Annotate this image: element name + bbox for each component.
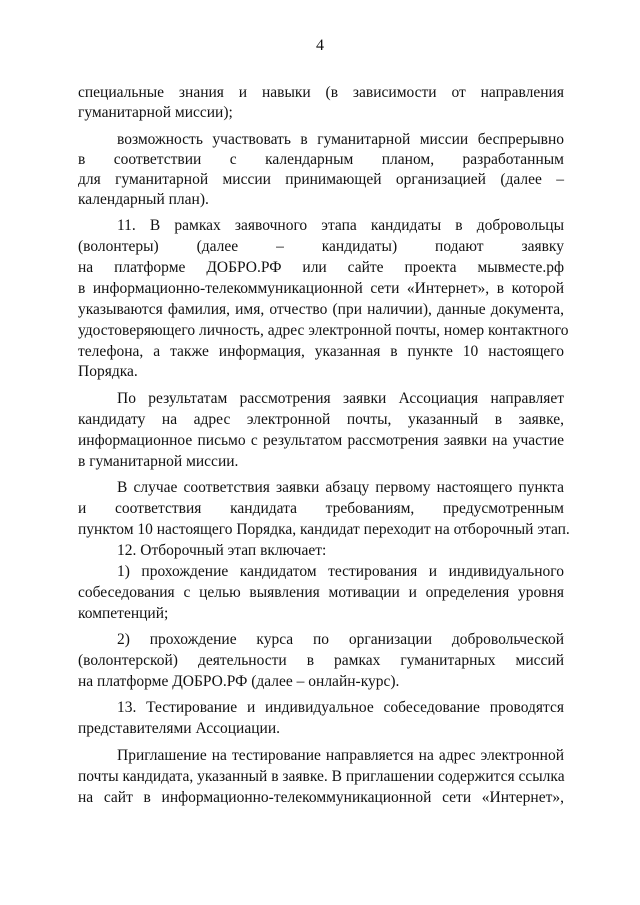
text-line: специальные знания и навыки (в зависимости от направления [78,84,564,101]
text-line: удостоверяющего личность, адрес электронной почты, номер контактного [78,322,569,339]
text-line: информационное письмо с результатом рассмотрения заявки на участие [78,432,564,449]
text-line: пунктом 10 настоящего Порядка, кандидат переходит на отборочный этап. [78,521,570,538]
text-line: на платформе ДОБРО.РФ или сайте проекта мывместе.рф [78,259,564,276]
text-line: В случае соответствия заявки абзацу первому настоящего пункта [117,479,564,496]
text-line: (волонтерской) деятельности в рамках гуманитарных миссий [78,652,564,669]
text-line: указываются фамилия, имя, отчество (при наличии), данные документа, [78,301,564,318]
text-line: 13. Тестирование и индивидуальное собеседование проводятся [117,699,564,716]
page-number: 4 [316,37,324,54]
text-line: компетенций; [78,605,169,622]
text-line: в соответствии с календарным планом, разработанным [78,151,564,168]
text-line: По результатам рассмотрения заявки Ассоциация направляет [117,390,564,407]
text-line: 12. Отборочный этап включает: [117,542,327,559]
text-line: календарный план). [78,191,209,208]
text-line: собеседования с целью выявления мотивации и определения уровня [78,584,564,601]
text-line: гуманитарной миссии); [78,104,233,121]
text-line: возможность участвовать в гуманитарной миссии беспрерывно [117,131,564,148]
text-line: кандидату на адрес электронной почты, указанный в заявке, [78,411,564,428]
text-line: на сайт в информационно-телекоммуникационной сети «Интернет», [78,789,564,806]
text-line: 11. В рамках заявочного этапа кандидаты в добровольцы [117,217,564,234]
text-line: почты кандидата, указанный в заявке. В приглашении содержится ссылка [78,768,565,785]
text-line: 1) прохождение кандидатом тестирования и индивидуального [117,563,564,580]
text-line: на платформе ДОБРО.РФ (далее – онлайн-курс). [78,673,400,690]
text-line: Приглашение на тестирование направляется на адрес электронной [117,747,564,764]
text-line: 2) прохождение курса по организации добровольческой [117,631,564,648]
text-line: в гуманитарной миссии. [78,453,239,470]
text-line: (волонтеры) (далее – кандидаты) подают заявку [78,238,564,255]
text-line: телефона, а также информация, указанная в пункте 10 настоящего [78,343,564,360]
text-line: Порядка. [78,363,138,380]
text-line: для гуманитарной миссии принимающей организацией (далее – [78,171,564,188]
text-line: представителями Ассоциации. [78,720,280,737]
text-line: в информационно-телекоммуникационной сети «Интернет», в которой [78,280,564,297]
text-line: и соответствия кандидата требованиям, предусмотренным [78,500,564,517]
